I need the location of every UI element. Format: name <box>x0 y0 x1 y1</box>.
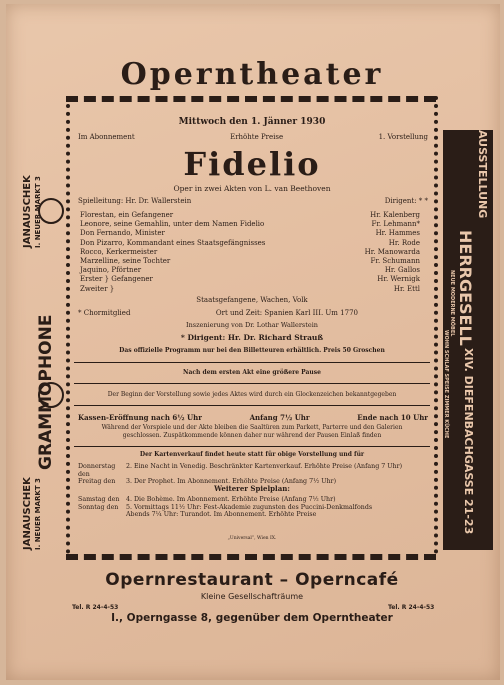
place-time: Ort und Zeit: Spanien Karl III. Um 1770 <box>215 309 358 317</box>
ad-text: I. NEUER MARKT 3 <box>34 478 42 550</box>
restaurant-name: Opernrestaurant – Operncafé <box>105 570 399 590</box>
opera-subtitle: Oper in zwei Akten von L. van Beethoven <box>173 184 331 193</box>
rooms-line: Kleine Gesellschafträume <box>200 592 304 601</box>
ad-text: GRAMMOPHONE <box>36 314 56 470</box>
cast-row: Jaquino, Pförtner Hr. Gallos <box>80 266 420 275</box>
further-heading: Weiterer Spielplan: <box>214 484 290 493</box>
schedule-further <box>78 496 428 519</box>
ad-text: HERRGESELL <box>456 230 475 346</box>
ad-text: WOHN SCHLAF SPEISE ZIMMER KÜCHE <box>443 330 449 439</box>
furniture-ad <box>443 130 493 550</box>
frame-right-border <box>434 96 442 554</box>
address-line: I., Operngasse 8, gegenüber dem Operntheater <box>111 612 393 624</box>
cast-row: Don Pizarro, Kommandant eines Staatsgefängnisses Hr. Rode <box>80 238 420 247</box>
subscription-label: Im Abonnement <box>78 133 135 141</box>
cast-row: Marzelline, seine Tochter Fr. Schumann <box>80 256 420 265</box>
performance-number: 1. Vorstellung <box>378 133 428 141</box>
cast-row: Leonore, seine Gemahlin, unter dem Namen Fidelio Fr. Lehmann* <box>80 220 420 229</box>
timing-row <box>78 413 428 422</box>
start-time: Anfang 7½ Uhr <box>249 413 310 422</box>
opera-title: Fidelio <box>183 145 321 183</box>
page-title: Operntheater <box>120 57 384 92</box>
performance-date: Mittwoch den 1. Jänner 1930 <box>178 117 326 127</box>
direction-row <box>78 197 428 205</box>
cast-row: Zweiter } Hr. Ettl <box>80 284 420 293</box>
chorus-note: * Chormitglied <box>78 309 131 317</box>
cast-list <box>80 211 420 294</box>
bell-note: Der Beginn der Vorstellung sowie jedes Aktes wird durch ein Glockenzeichen bekanntgegeben <box>107 391 397 398</box>
door-notice: Während der Vorspiele und der Akte bleiben die Saaltüren zum Parkett, Parterre und den Galerien <box>101 424 403 431</box>
extras-line: Staatsgefangene, Wachen, Volk <box>196 296 308 304</box>
staging-line: Inszenierung von Dr. Lothar Wallerstein <box>186 321 318 329</box>
grammophone-ad <box>22 130 62 550</box>
cast-row: Florestan, ein Gefangener Hr. Kalenberg <box>80 211 420 219</box>
printer-imprint: „Universal“, Wien IX. <box>227 536 277 541</box>
schedule-row: Abends 7¼ Uhr: Turandot. Im Abonnement. Erhöhte Preise <box>126 511 317 519</box>
divider <box>74 383 430 384</box>
schedule-today <box>78 463 428 486</box>
place-row <box>78 309 428 317</box>
divider <box>74 405 430 406</box>
schedule-row: Freitag den 3. Der Prophet. Im Abonnement. Erhöhte Preise (Anfang 7½ Uhr) <box>78 478 337 486</box>
ad-text: JANAUSCHEK <box>22 477 33 550</box>
ad-text: I. NEUER MARKT 3 <box>34 176 42 248</box>
door-notice-cont: geschlossen. Zuspätkommende können daher nur während der Pausen Einlaß finden <box>122 432 382 439</box>
box-office-opening: Kassen-Eröffnung nach 6½ Uhr <box>78 413 202 422</box>
conductor-line: * Dirigent: Hr. Dr. Richard Strauß <box>180 333 324 342</box>
stage-director: Spielleitung: Hr. Dr. Wallerstein <box>78 197 192 205</box>
prices-label: Erhöhte Preise <box>230 133 284 141</box>
pause-note: Nach dem ersten Akt eine größere Pause <box>183 369 321 376</box>
ad-text: JANAUSCHEK <box>22 175 33 248</box>
divider <box>74 362 430 363</box>
cast-row: Erster } Gefangener Hr. Wernigk <box>80 275 420 284</box>
gramophone-logo-icon <box>38 382 64 408</box>
sale-heading: Der Kartenverkauf findet heute statt für obige Vorstellung und für <box>139 451 365 458</box>
schedule-row: Samstag den 4. Die Bohème. Im Abonnement. Erhöhte Preise (Anfang 7½ Uhr) <box>78 496 336 503</box>
divider <box>74 446 430 447</box>
performance-info-row <box>78 133 428 141</box>
cast-row: Rocco, Kerkermeister Hr. Manowarda <box>80 247 420 256</box>
phone-right: Tel. R 24-4-53 <box>388 604 435 611</box>
gramophone-logo-icon <box>38 198 64 224</box>
conductor-label: Dirigent: * * <box>384 197 428 205</box>
schedule-row: Sonntag den 5. Vormittags 11½ Uhr: Fest-Akademie zugunsten des Puccini-Denkmalfonds <box>78 503 373 511</box>
ad-text: NEUE MODERNE MÖBEL <box>449 270 455 337</box>
official-program-note: Das offizielle Programm nur bei den Billetteuren erhältlich. Preis 50 Groschen <box>119 347 385 354</box>
end-time: Ende nach 10 Uhr <box>357 413 428 422</box>
phone-left: Tel. R 24-4-53 <box>72 604 119 611</box>
ad-text: XIV. DIEFENBACHGASSE 21-23 <box>462 348 475 535</box>
ad-text: AUSSTELLUNG <box>476 130 489 219</box>
cast-row: Don Fernando, Minister Hr. Hammes <box>80 229 420 238</box>
schedule-row: Donnerstag den 2. Eine Nacht in Venedig. Beschränkter Kartenverkauf. Erhöhte Preise (Anfang 7 Uhr) <box>78 463 403 478</box>
frame-left-border <box>66 96 74 554</box>
